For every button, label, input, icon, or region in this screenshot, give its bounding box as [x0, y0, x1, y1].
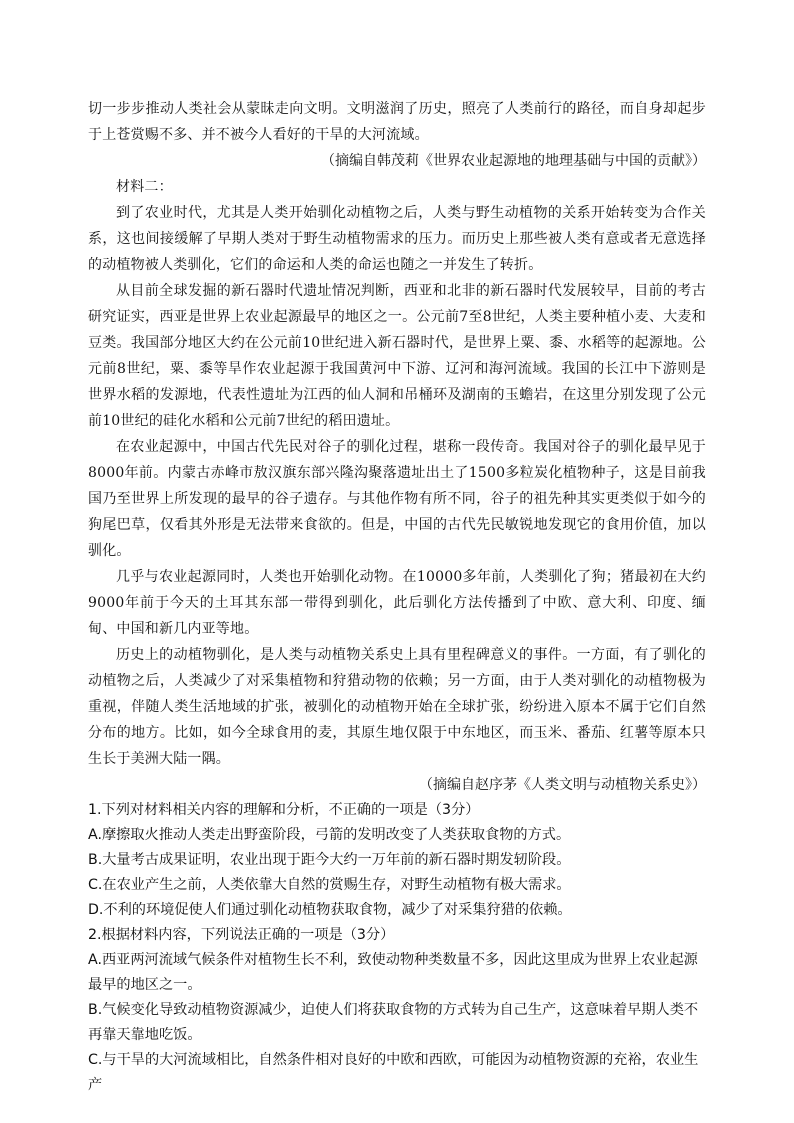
source-citation: （摘编自赵序茅《人类文明与动植物关系史》）	[419, 777, 706, 793]
question-1-option-b: B.大量考古成果证明，农业出现于距今大约一万年前的新石器时期发轫阶段。	[88, 852, 571, 868]
passage-paragraph: 历史上的动植物驯化，是人类与动植物关系史上具有里程碑意义的事件。一方面，有了驯化的动植物之后，人类减少了对采集植物和狩猎动物的依赖；另一方面，由于人类对驯化的动植物极为重视，伴随人类生活地域的扩张，被驯化的动植物开始在全球扩张，纷纷进入原本不属于它们自然分布的地方。比如，如今全球食用的麦，其原生地仅限于中东地区，而玉米、番茄、红薯等原本只生长于美洲大陆一隅。	[88, 647, 706, 767]
question-1-option-c: C.在农业产生之前，人类依靠大自然的赏赐生存，对野生动植物有极大需求。	[88, 877, 571, 893]
question-1-stem: 1.下列对材料相关内容的理解和分析，不正确的一项是（3分）	[88, 802, 480, 818]
question-2-option-b: B.气候变化导致动植物资源减少，迫使人们将获取食物的方式转为自己生产，这意味着早期人类不再靠天靠地吃饭。	[88, 1002, 699, 1043]
material-label: 材料二：	[116, 179, 173, 195]
question-1-option-a: A.摩擦取火推动人类走出野蛮阶段，弓箭的发明改变了人类获取食物的方式。	[88, 827, 571, 843]
passage-paragraph: 几乎与农业起源同时，人类也开始驯化动物。在10000多年前，人类驯化了狗；猪最初在大约9000年前于今天的土耳其东部一带得到驯化，此后驯化方法传播到了中欧、意大利、印度、缅甸、中国和新几内亚等地。	[88, 569, 706, 637]
source-citation: （摘编自韩茂莉《世界农业起源地的地理基础与中国的贡献》）	[321, 153, 706, 169]
passage-paragraph: 到了农业时代，尤其是人类开始驯化动植物之后，人类与野生动植物的关系开始转变为合作关系，这也间接缓解了早期人类对于野生动植物需求的压力。而历史上那些被人类有意或者无意选择的动植物被人类驯化，它们的命运和人类的命运也随之一并发生了转折。	[88, 205, 706, 273]
question-2-stem: 2.根据材料内容，下列说法正确的一项是（3分）	[88, 927, 395, 943]
page-content	[88, 96, 706, 1098]
passage-paragraph: 在农业起源中，中国古代先民对谷子的驯化过程，堪称一段传奇。我国对谷子的驯化最早见于8000年前。内蒙古赤峰市敖汉旗东部兴隆沟聚落遗址出土了1500多粒炭化植物种子，这是目前我国乃至世界上所发现的最早的谷子遗存。与其他作物有所不同，谷子的祖先种其实更类似于如今的狗尾巴草，仅看其外形是无法带来食欲的。但是，中国的古代先民敏锐地发现它的食用价值，加以驯化。	[88, 439, 706, 559]
passage-paragraph: 从目前全球发掘的新石器时代遗址情况判断，西亚和北非的新石器时代发展较早，目前的考古研究证实，西亚是世界上农业起源最早的地区之一。公元前7至8世纪，人类主要种植小麦、大麦和豆类。我国部分地区大约在公元前10世纪进入新石器时代，是世界上粟、黍、水稻等的起源地。公元前8世纪，粟、黍等旱作农业起源于我国黄河中下游、辽河和海河流域。我国的长江中下游则是世界水稻的发源地，代表性遗址为江西的仙人洞和吊桶环及湖南的玉蟾岩，在这里分别发现了公元前10世纪的硅化水稻和公元前7世纪的稻田遗址。	[88, 283, 706, 429]
question-1-option-d: D.不利的环境促使人们通过驯化动植物获取食物，减少了对采集狩猎的依赖。	[88, 902, 572, 918]
question-2-option-c: C.与干旱的大河流域相比，自然条件相对良好的中欧和西欧，可能因为动植物资源的充裕，农业生产	[88, 1052, 699, 1093]
passage-paragraph: 切一步步推动人类社会从蒙昧走向文明。文明滋润了历史，照亮了人类前行的路径，而自身却起步于上苍赏赐不多、并不被今人看好的干旱的大河流域。	[88, 101, 706, 143]
question-2-option-a: A.西亚两河流域气候条件对植物生长不利，致使动物种类数量不多，因此这里成为世界上农业起源最早的地区之一。	[88, 952, 698, 993]
